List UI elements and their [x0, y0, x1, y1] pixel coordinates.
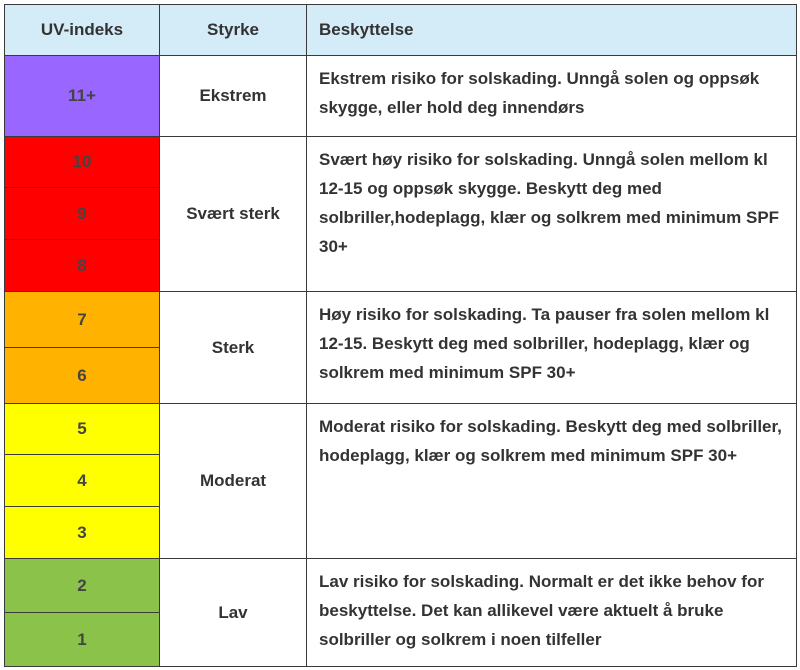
protection-cell: Moderat risiko for solskading. Beskytt deg med solbriller, hodeplagg, klær og solkrem med minimum SPF 30+ [307, 404, 797, 559]
table-row [5, 56, 797, 137]
protection-cell: Høy risiko for solskading. Ta pauser fra solen mellom kl 12-15. Beskytt deg med solbriller, hodeplagg, klær og solkrem med minimum SPF 30+ [307, 292, 797, 404]
table-row [5, 404, 797, 455]
protection-cell: Ekstrem risiko for solskading. Unngå solen og oppsøk skygge, eller hold deg innendørs [307, 56, 797, 137]
strength-cell: Sterk [160, 292, 307, 404]
uv-index-cell: 5 [5, 404, 160, 455]
protection-cell: Lav risiko for solskading. Normalt er det ikke behov for beskyttelse. Det kan allikevel være aktuelt å bruke solbriller og solkrem i noen tilfeller [307, 559, 797, 667]
uv-index-cell: 1 [5, 613, 160, 667]
table-header-row [5, 5, 797, 56]
table-row [5, 559, 797, 613]
strength-cell: Ekstrem [160, 56, 307, 137]
uv-index-cell: 4 [5, 455, 160, 507]
strength-cell: Lav [160, 559, 307, 667]
strength-cell: Moderat [160, 404, 307, 559]
uv-index-cell: 2 [5, 559, 160, 613]
strength-cell: Svært sterk [160, 137, 307, 292]
uv-index-cell: 3 [5, 507, 160, 559]
uv-index-table [4, 4, 797, 667]
uv-index-cell: 11+ [5, 56, 160, 137]
header-protection: Beskyttelse [307, 5, 797, 56]
uv-index-cell: 7 [5, 292, 160, 348]
protection-cell: Svært høy risiko for solskading. Unngå solen mellom kl 12-15 og oppsøk skygge. Beskytt deg med solbriller,hodeplagg, klær og solkrem med minimum SPF 30+ [307, 137, 797, 292]
table-body [5, 56, 797, 667]
header-strength: Styrke [160, 5, 307, 56]
table-row [5, 137, 797, 188]
uv-index-cell: 8 [5, 240, 160, 292]
uv-index-cell: 10 [5, 137, 160, 188]
uv-index-cell: 9 [5, 188, 160, 240]
uv-index-cell: 6 [5, 348, 160, 404]
table-row [5, 292, 797, 348]
header-uv-index: UV-indeks [5, 5, 160, 56]
